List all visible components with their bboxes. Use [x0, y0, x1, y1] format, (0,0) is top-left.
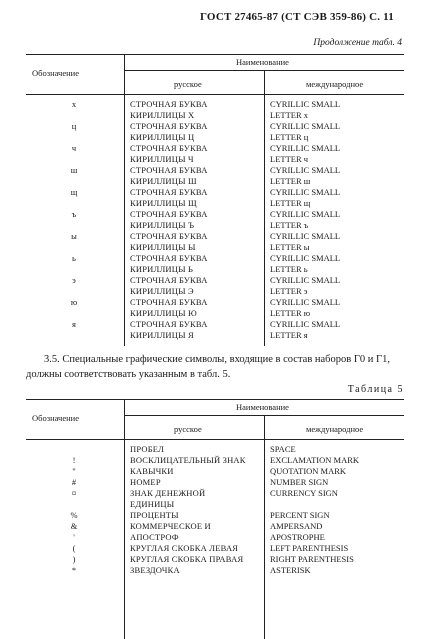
- table-row: [26, 176, 404, 187]
- international-name-cell: CYRILLIC SMALL: [270, 99, 341, 109]
- symbol-cell: %: [70, 510, 78, 520]
- symbol-cell: ¤: [71, 488, 77, 498]
- russian-name-cell: СТРОЧНАЯ БУКВА: [130, 297, 208, 307]
- table-top-rule: [26, 54, 404, 55]
- russian-name-cell: СТРОЧНАЯ БУКВА: [130, 165, 208, 175]
- symbol-cell: ю: [70, 297, 78, 307]
- russian-name-cell: НОМЕР: [130, 477, 161, 487]
- table-row: [26, 330, 404, 341]
- symbol-cell: ": [72, 466, 76, 476]
- symbol-cell: !: [72, 455, 76, 465]
- russian-name-cell: КИРИЛЛИЦЫ Ъ: [130, 220, 195, 230]
- russian-name-cell: КОММЕРЧЕСКОЕ И: [130, 521, 211, 531]
- russian-name-cell: ЕДИНИЦЫ: [130, 499, 175, 509]
- table-row: [26, 187, 404, 198]
- international-name-cell: CYRILLIC SMALL: [270, 275, 341, 285]
- table-row: [26, 532, 404, 543]
- international-name-cell: LETTER ш: [270, 176, 311, 186]
- russian-name-cell: АПОСТРОФ: [130, 532, 179, 542]
- symbol-cell: #: [71, 477, 77, 487]
- international-name-cell: CYRILLIC SMALL: [270, 297, 341, 307]
- symbol-cell: я: [72, 319, 76, 329]
- table-row: [26, 466, 404, 477]
- table-row: [26, 510, 404, 521]
- symbol-cell: &: [70, 521, 78, 531]
- table-row: [26, 297, 404, 308]
- symbol-cell: (: [72, 543, 76, 553]
- russian-name-cell: КИРИЛЛИЦЫ Ч: [130, 154, 194, 164]
- table-row: [26, 121, 404, 132]
- table-row: [26, 543, 404, 554]
- table-row: [26, 165, 404, 176]
- international-name-cell: LETTER ю: [270, 308, 311, 318]
- international-name-cell: CYRILLIC SMALL: [270, 209, 341, 219]
- russian-name-cell: КИРИЛЛИЦЫ Я: [130, 330, 194, 340]
- column-header-designation: Обозначение: [32, 413, 79, 423]
- international-name-cell: AMPERSAND: [270, 521, 323, 531]
- symbol-cell: ъ: [71, 209, 77, 219]
- table-row: [26, 319, 404, 330]
- column-header-russian: русское: [174, 424, 202, 434]
- russian-name-cell: КАВЫЧКИ: [130, 466, 174, 476]
- international-name-cell: LETTER щ: [270, 198, 311, 208]
- russian-name-cell: СТРОЧНАЯ БУКВА: [130, 319, 208, 329]
- table-row: [26, 477, 404, 488]
- table-row: [26, 286, 404, 297]
- table-header-rule: [26, 439, 404, 440]
- table-row: [26, 253, 404, 264]
- table-5: [26, 399, 404, 639]
- table-row: [26, 488, 404, 499]
- russian-name-cell: КИРИЛЛИЦЫ Х: [130, 110, 195, 120]
- russian-name-cell: КИРИЛЛИЦЫ Ь: [130, 264, 194, 274]
- symbol-cell: ы: [71, 231, 77, 241]
- table-row: [26, 565, 404, 576]
- table-row: [26, 198, 404, 209]
- international-name-cell: LETTER я: [270, 330, 308, 340]
- table-title: Таблица 5: [347, 384, 404, 395]
- page-header: ГОСТ 27465-87 (СТ СЭВ 359-86) С. 11: [200, 11, 394, 23]
- russian-name-cell: ЗВЕЗДОЧКА: [130, 565, 180, 575]
- russian-name-cell: ВОСКЛИЦАТЕЛЬНЫЙ ЗНАК: [130, 455, 246, 465]
- international-name-cell: RIGHT PARENTHESIS: [270, 554, 354, 564]
- russian-name-cell: СТРОЧНАЯ БУКВА: [130, 231, 208, 241]
- table-row: [26, 499, 404, 510]
- symbol-cell: ш: [70, 165, 78, 175]
- table-row: [26, 554, 404, 565]
- column-header-russian: русское: [174, 79, 202, 89]
- international-name-cell: LETTER x: [270, 110, 309, 120]
- russian-name-cell: СТРОЧНАЯ БУКВА: [130, 99, 208, 109]
- table-row: [26, 231, 404, 242]
- international-name-cell: LETTER ь: [270, 264, 308, 274]
- table-row: [26, 521, 404, 532]
- international-name-cell: LEFT PARENTHESIS: [270, 543, 349, 553]
- international-name-cell: LETTER ъ: [270, 220, 309, 230]
- table-row: [26, 209, 404, 220]
- international-name-cell: SPACE: [270, 444, 296, 454]
- symbol-cell: ь: [72, 253, 76, 263]
- column-header-designation: Обозначение: [32, 68, 79, 78]
- symbol-cell: *: [71, 565, 77, 575]
- russian-name-cell: СТРОЧНАЯ БУКВА: [130, 121, 208, 131]
- russian-name-cell: СТРОЧНАЯ БУКВА: [130, 143, 208, 153]
- column-header-name: Наименование: [236, 57, 289, 67]
- table-row: [26, 455, 404, 466]
- table-header-rule: [26, 94, 404, 95]
- international-name-cell: EXCLAMATION MARK: [270, 455, 360, 465]
- russian-name-cell: КИРИЛЛИЦЫ Щ: [130, 198, 197, 208]
- table-row: [26, 110, 404, 121]
- symbol-cell: ': [73, 532, 75, 542]
- international-name-cell: CYRILLIC SMALL: [270, 143, 341, 153]
- table-top-rule: [26, 399, 404, 400]
- international-name-cell: CYRILLIC SMALL: [270, 121, 341, 131]
- russian-name-cell: КИРИЛЛИЦЫ Ы: [130, 242, 196, 252]
- russian-name-cell: СТРОЧНАЯ БУКВА: [130, 275, 208, 285]
- symbol-cell: щ: [70, 187, 78, 197]
- table-row: [26, 264, 404, 275]
- table-row: [26, 99, 404, 110]
- symbol-cell: х: [71, 99, 77, 109]
- symbol-cell: ч: [71, 143, 77, 153]
- international-name-cell: LETTER ч: [270, 154, 309, 164]
- russian-name-cell: ЗНАК ДЕНЕЖНОЙ: [130, 488, 206, 498]
- column-header-international: международное: [306, 79, 364, 89]
- international-name-cell: CURRENCY SIGN: [270, 488, 338, 498]
- international-name-cell: QUOTATION MARK: [270, 466, 347, 476]
- table-row: [26, 242, 404, 253]
- international-name-cell: APOSTROPHE: [270, 532, 325, 542]
- table-row: [26, 154, 404, 165]
- table-row: [26, 132, 404, 143]
- international-name-cell: ASTERISK: [270, 565, 311, 575]
- russian-name-cell: КРУГЛАЯ СКОБКА ПРАВАЯ: [130, 554, 244, 564]
- paragraph-text: 3.5. Специальные графические символы, входящие в состав наборов Г0 и Г1, должны соответствовать указанным в табл. 5.: [26, 354, 390, 380]
- russian-name-cell: СТРОЧНАЯ БУКВА: [130, 253, 208, 263]
- international-name-cell: NUMBER SIGN: [270, 477, 329, 487]
- paragraph-3-5: [26, 352, 408, 382]
- symbol-cell: э: [72, 275, 76, 285]
- table-continuation-label: Продолжение табл. 4: [313, 38, 402, 48]
- international-name-cell: PERCENT SIGN: [270, 510, 330, 520]
- russian-name-cell: КИРИЛЛИЦЫ Ц: [130, 132, 195, 142]
- russian-name-cell: КИРИЛЛИЦЫ Э: [130, 286, 194, 296]
- international-name-cell: LETTER э: [270, 286, 308, 296]
- table-row: [26, 143, 404, 154]
- table-row: [26, 444, 404, 455]
- international-name-cell: CYRILLIC SMALL: [270, 253, 341, 263]
- russian-name-cell: ПРОБЕЛ: [130, 444, 165, 454]
- russian-name-cell: СТРОЧНАЯ БУКВА: [130, 187, 208, 197]
- symbol-cell: ц: [71, 121, 77, 131]
- russian-name-cell: СТРОЧНАЯ БУКВА: [130, 209, 208, 219]
- russian-name-cell: ПРОЦЕНТЫ: [130, 510, 179, 520]
- international-name-cell: LETTER ц: [270, 132, 309, 142]
- russian-name-cell: КИРИЛЛИЦЫ Ш: [130, 176, 197, 186]
- table-row: [26, 220, 404, 231]
- symbol-cell: ): [72, 554, 76, 564]
- table-row: [26, 275, 404, 286]
- international-name-cell: CYRILLIC SMALL: [270, 187, 341, 197]
- russian-name-cell: КРУГЛАЯ СКОБКА ЛЕВАЯ: [130, 543, 239, 553]
- table-4: [26, 54, 404, 346]
- table-row: [26, 308, 404, 319]
- column-header-name: Наименование: [236, 402, 289, 412]
- international-name-cell: CYRILLIC SMALL: [270, 165, 341, 175]
- russian-name-cell: КИРИЛЛИЦЫ Ю: [130, 308, 197, 318]
- international-name-cell: CYRILLIC SMALL: [270, 319, 341, 329]
- column-header-international: международное: [306, 424, 364, 434]
- international-name-cell: LETTER ы: [270, 242, 310, 252]
- international-name-cell: CYRILLIC SMALL: [270, 231, 341, 241]
